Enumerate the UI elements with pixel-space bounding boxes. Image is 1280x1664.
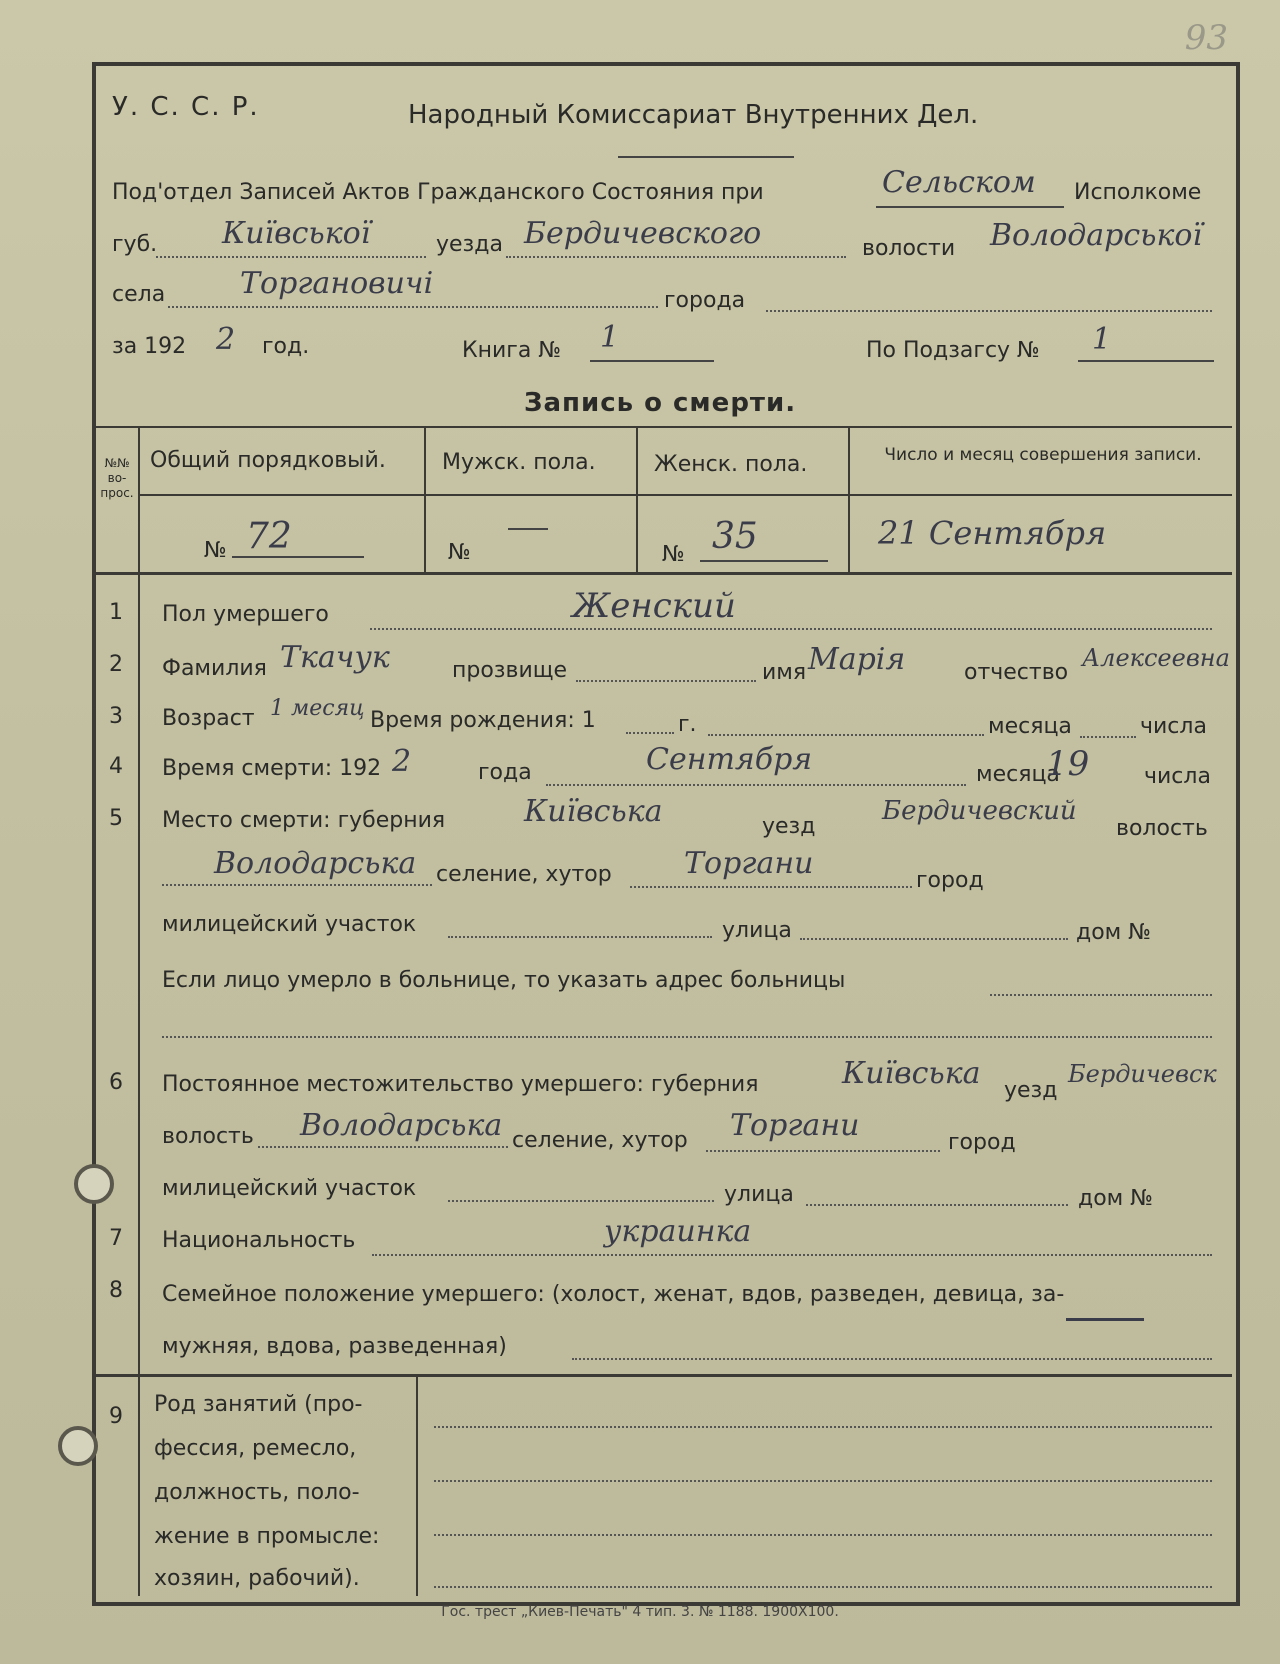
general-no-sign: № xyxy=(204,538,227,563)
female-column-header: Женск. пола. xyxy=(654,452,808,477)
death-house-label: дом № xyxy=(1076,920,1152,945)
gorod-label: города xyxy=(664,288,746,313)
printer-imprint: Гос. трест „Киев-Печать" 4 тип. 3. № 1188. 1900X100. xyxy=(441,1604,839,1620)
gub-label: губ. xyxy=(112,232,158,257)
death-volost-label: волость xyxy=(1116,816,1208,841)
death-place-label: Место смерти: губерния xyxy=(162,808,446,833)
office-suffix: Исполкоме xyxy=(1074,180,1202,205)
occupation-line-3 xyxy=(434,1534,1212,1536)
table-bottom-rule xyxy=(94,572,1232,575)
patronymic-value: Алексеевна xyxy=(1082,644,1230,672)
male-column-header: Мужск. пола. xyxy=(442,450,596,475)
nickname-label: прозвище xyxy=(452,658,568,683)
gub-field-line xyxy=(156,256,426,258)
general-column-header: Общий порядковый. xyxy=(150,448,386,473)
death-street-label: улица xyxy=(722,918,792,943)
surname-label: Фамилия xyxy=(162,656,267,681)
podzags-underline xyxy=(1078,360,1214,362)
name-value: Марія xyxy=(808,642,906,677)
row-1-number: 1 xyxy=(109,600,123,625)
occupation-label-line-1: Род занятий (про- xyxy=(154,1392,363,1417)
marital-field-line xyxy=(572,1358,1212,1360)
occupation-line-2 xyxy=(434,1480,1212,1482)
row-9-number: 9 xyxy=(109,1404,123,1429)
male-no-sign: № xyxy=(448,540,471,565)
death-year-digit: 2 xyxy=(392,744,412,779)
column-rule-3 xyxy=(848,426,850,572)
death-settlement-label: селение, хутор xyxy=(436,862,612,887)
residence-uezd-value: Бердичевск xyxy=(1068,1060,1217,1088)
occupation-top-rule xyxy=(94,1374,1232,1377)
occupation-line-1 xyxy=(434,1426,1212,1428)
sex-value: Женский xyxy=(572,586,736,626)
occupation-line-4 xyxy=(434,1586,1212,1588)
row-6-number: 6 xyxy=(109,1070,123,1095)
book-number: 1 xyxy=(600,320,620,355)
death-day-value: 19 xyxy=(1046,744,1090,784)
table-mid-rule xyxy=(140,494,1232,496)
year-prefix: за 192 xyxy=(112,334,187,359)
general-number: 72 xyxy=(246,516,292,557)
death-uezd-value: Бердичевский xyxy=(882,796,1077,826)
date-column-header: Число и месяц совершения записи. xyxy=(884,445,1202,465)
death-day-label: числа xyxy=(1144,764,1211,789)
birth-label: Время рождения: 1 xyxy=(370,708,596,733)
birth-year-line xyxy=(626,732,674,734)
gub-value: Київської xyxy=(222,216,371,251)
row-5-number: 5 xyxy=(109,806,123,831)
residence-militia-label: милицейский участок xyxy=(162,1176,417,1201)
surname-value: Ткачук xyxy=(280,640,390,675)
binder-hole-upper xyxy=(74,1164,114,1204)
state-label: У. С. С. Р. xyxy=(112,92,260,122)
hospital-label: Если лицо умерло в больнице, то указать адрес больницы xyxy=(162,968,846,993)
marital-selection-underline xyxy=(1066,1318,1144,1321)
column-rule-2 xyxy=(636,426,638,572)
uezd-field-line xyxy=(506,256,846,258)
death-settlement-line xyxy=(630,886,912,888)
record-title: Запись о смерти. xyxy=(524,388,797,418)
death-time-label: Время смерти: 192 xyxy=(162,756,382,781)
selo-field-line xyxy=(168,306,658,308)
occupation-label-line-5: хозяин, рабочий). xyxy=(154,1566,360,1591)
podzags-label: По Подзагсу № xyxy=(866,338,1040,363)
year-digit: 2 xyxy=(216,322,236,357)
nationality-field-line xyxy=(372,1254,1212,1256)
sex-field-line xyxy=(370,628,1212,630)
marital-label-line-1: Семейное положение умершего: (холост, женат, вдов, разведен, девица, за- xyxy=(162,1282,1065,1307)
death-month-line xyxy=(546,784,966,786)
death-year-suffix: года xyxy=(478,760,532,785)
birth-year-suffix: г. xyxy=(678,712,697,737)
year-suffix: год. xyxy=(262,334,310,359)
occupation-column-rule xyxy=(416,1374,418,1596)
death-city-label: город xyxy=(916,868,984,893)
ministry-title: Народный Комиссариат Внутренних Дел. xyxy=(408,100,979,130)
death-settlement-value: Торгани xyxy=(684,846,814,881)
death-militia-line xyxy=(448,936,712,938)
selo-value: Торгановичі xyxy=(240,266,434,301)
nationality-value: украинка xyxy=(604,1214,752,1249)
residence-volost-value: Володарська xyxy=(300,1108,503,1143)
residence-city-label: город xyxy=(948,1130,1016,1155)
header-divider xyxy=(618,156,794,158)
row-3-number: 3 xyxy=(109,704,123,729)
female-no-sign: № xyxy=(662,542,685,567)
row-8-number: 8 xyxy=(109,1278,123,1303)
general-underline xyxy=(232,556,364,558)
question-column-header: №№ во- прос. xyxy=(100,456,134,500)
male-dash xyxy=(508,528,548,530)
female-number: 35 xyxy=(712,516,758,557)
death-uezd-label: уезд xyxy=(762,814,816,839)
occupation-label-line-4: жение в промысле: xyxy=(154,1524,380,1549)
death-month-value: Сентября xyxy=(646,742,813,777)
question-column-rule xyxy=(138,426,140,1596)
death-month-label: месяца xyxy=(976,762,1060,787)
row-2-number: 2 xyxy=(109,652,123,677)
residence-settlement-value: Торгани xyxy=(730,1108,860,1143)
archive-page-number: 93 xyxy=(1184,18,1228,58)
row-7-number: 7 xyxy=(109,1226,123,1251)
record-date: 21 Сентября xyxy=(878,514,1107,552)
volost-value: Володарської xyxy=(990,218,1203,253)
age-value: 1 месяц xyxy=(270,696,365,721)
office-prefix: Под'отдел Записей Актов Гражданского Состояния при xyxy=(112,180,764,205)
residence-settlement-label: селение, хутор xyxy=(512,1128,688,1153)
uezd-value: Бердичевского xyxy=(524,216,762,251)
residence-label: Постоянное местожительство умершего: губерния xyxy=(162,1072,759,1097)
column-rule-1 xyxy=(424,426,426,572)
death-volost-line xyxy=(162,884,432,886)
residence-volost-line xyxy=(258,1146,508,1148)
committee-underline xyxy=(876,206,1064,208)
residence-uezd-label: уезд xyxy=(1004,1078,1058,1103)
residence-street-label: улица xyxy=(724,1182,794,1207)
sex-label: Пол умершего xyxy=(162,602,329,627)
birth-month-line xyxy=(708,734,984,736)
residence-street-line xyxy=(806,1204,1068,1206)
female-underline xyxy=(700,560,828,562)
podzags-number: 1 xyxy=(1092,322,1112,357)
birth-day-line xyxy=(1080,736,1136,738)
occupation-label-line-2: фессия, ремесло, xyxy=(154,1436,357,1461)
residence-house-label: дом № xyxy=(1078,1186,1154,1211)
death-militia-label: милицейский участок xyxy=(162,912,417,937)
occupation-label-line-3: должность, поло- xyxy=(154,1480,360,1505)
book-label: Книга № xyxy=(462,338,562,363)
residence-militia-line xyxy=(448,1200,714,1202)
residence-settlement-line xyxy=(706,1150,940,1152)
binder-hole-lower xyxy=(58,1426,98,1466)
residence-gub-value: Київська xyxy=(842,1056,981,1091)
nickname-field-line xyxy=(576,680,756,682)
hospital-line-2 xyxy=(162,1036,1212,1038)
hospital-line-1 xyxy=(990,994,1212,996)
row-4-number: 4 xyxy=(109,754,123,779)
marital-label-line-2: мужняя, вдова, разведенная) xyxy=(162,1334,507,1359)
birth-day-label: числа xyxy=(1140,714,1207,739)
uezd-label: уезда xyxy=(436,232,503,257)
patronymic-label: отчество xyxy=(964,660,1069,685)
volost-label: волости xyxy=(862,236,956,261)
death-street-line xyxy=(800,938,1068,940)
committee-handwritten: Сельском xyxy=(882,165,1036,200)
death-volost-value: Володарська xyxy=(214,846,417,881)
residence-volost-label: волость xyxy=(162,1124,254,1149)
table-top-rule xyxy=(94,426,1232,428)
name-label: имя xyxy=(762,660,807,685)
book-underline xyxy=(590,360,714,362)
gorod-field-line xyxy=(766,310,1212,312)
birth-month-label: месяца xyxy=(988,714,1072,739)
death-gub-value: Київська xyxy=(524,794,663,829)
nationality-label: Национальность xyxy=(162,1228,356,1253)
selo-label: села xyxy=(112,282,166,307)
age-label: Возраст xyxy=(162,706,255,731)
